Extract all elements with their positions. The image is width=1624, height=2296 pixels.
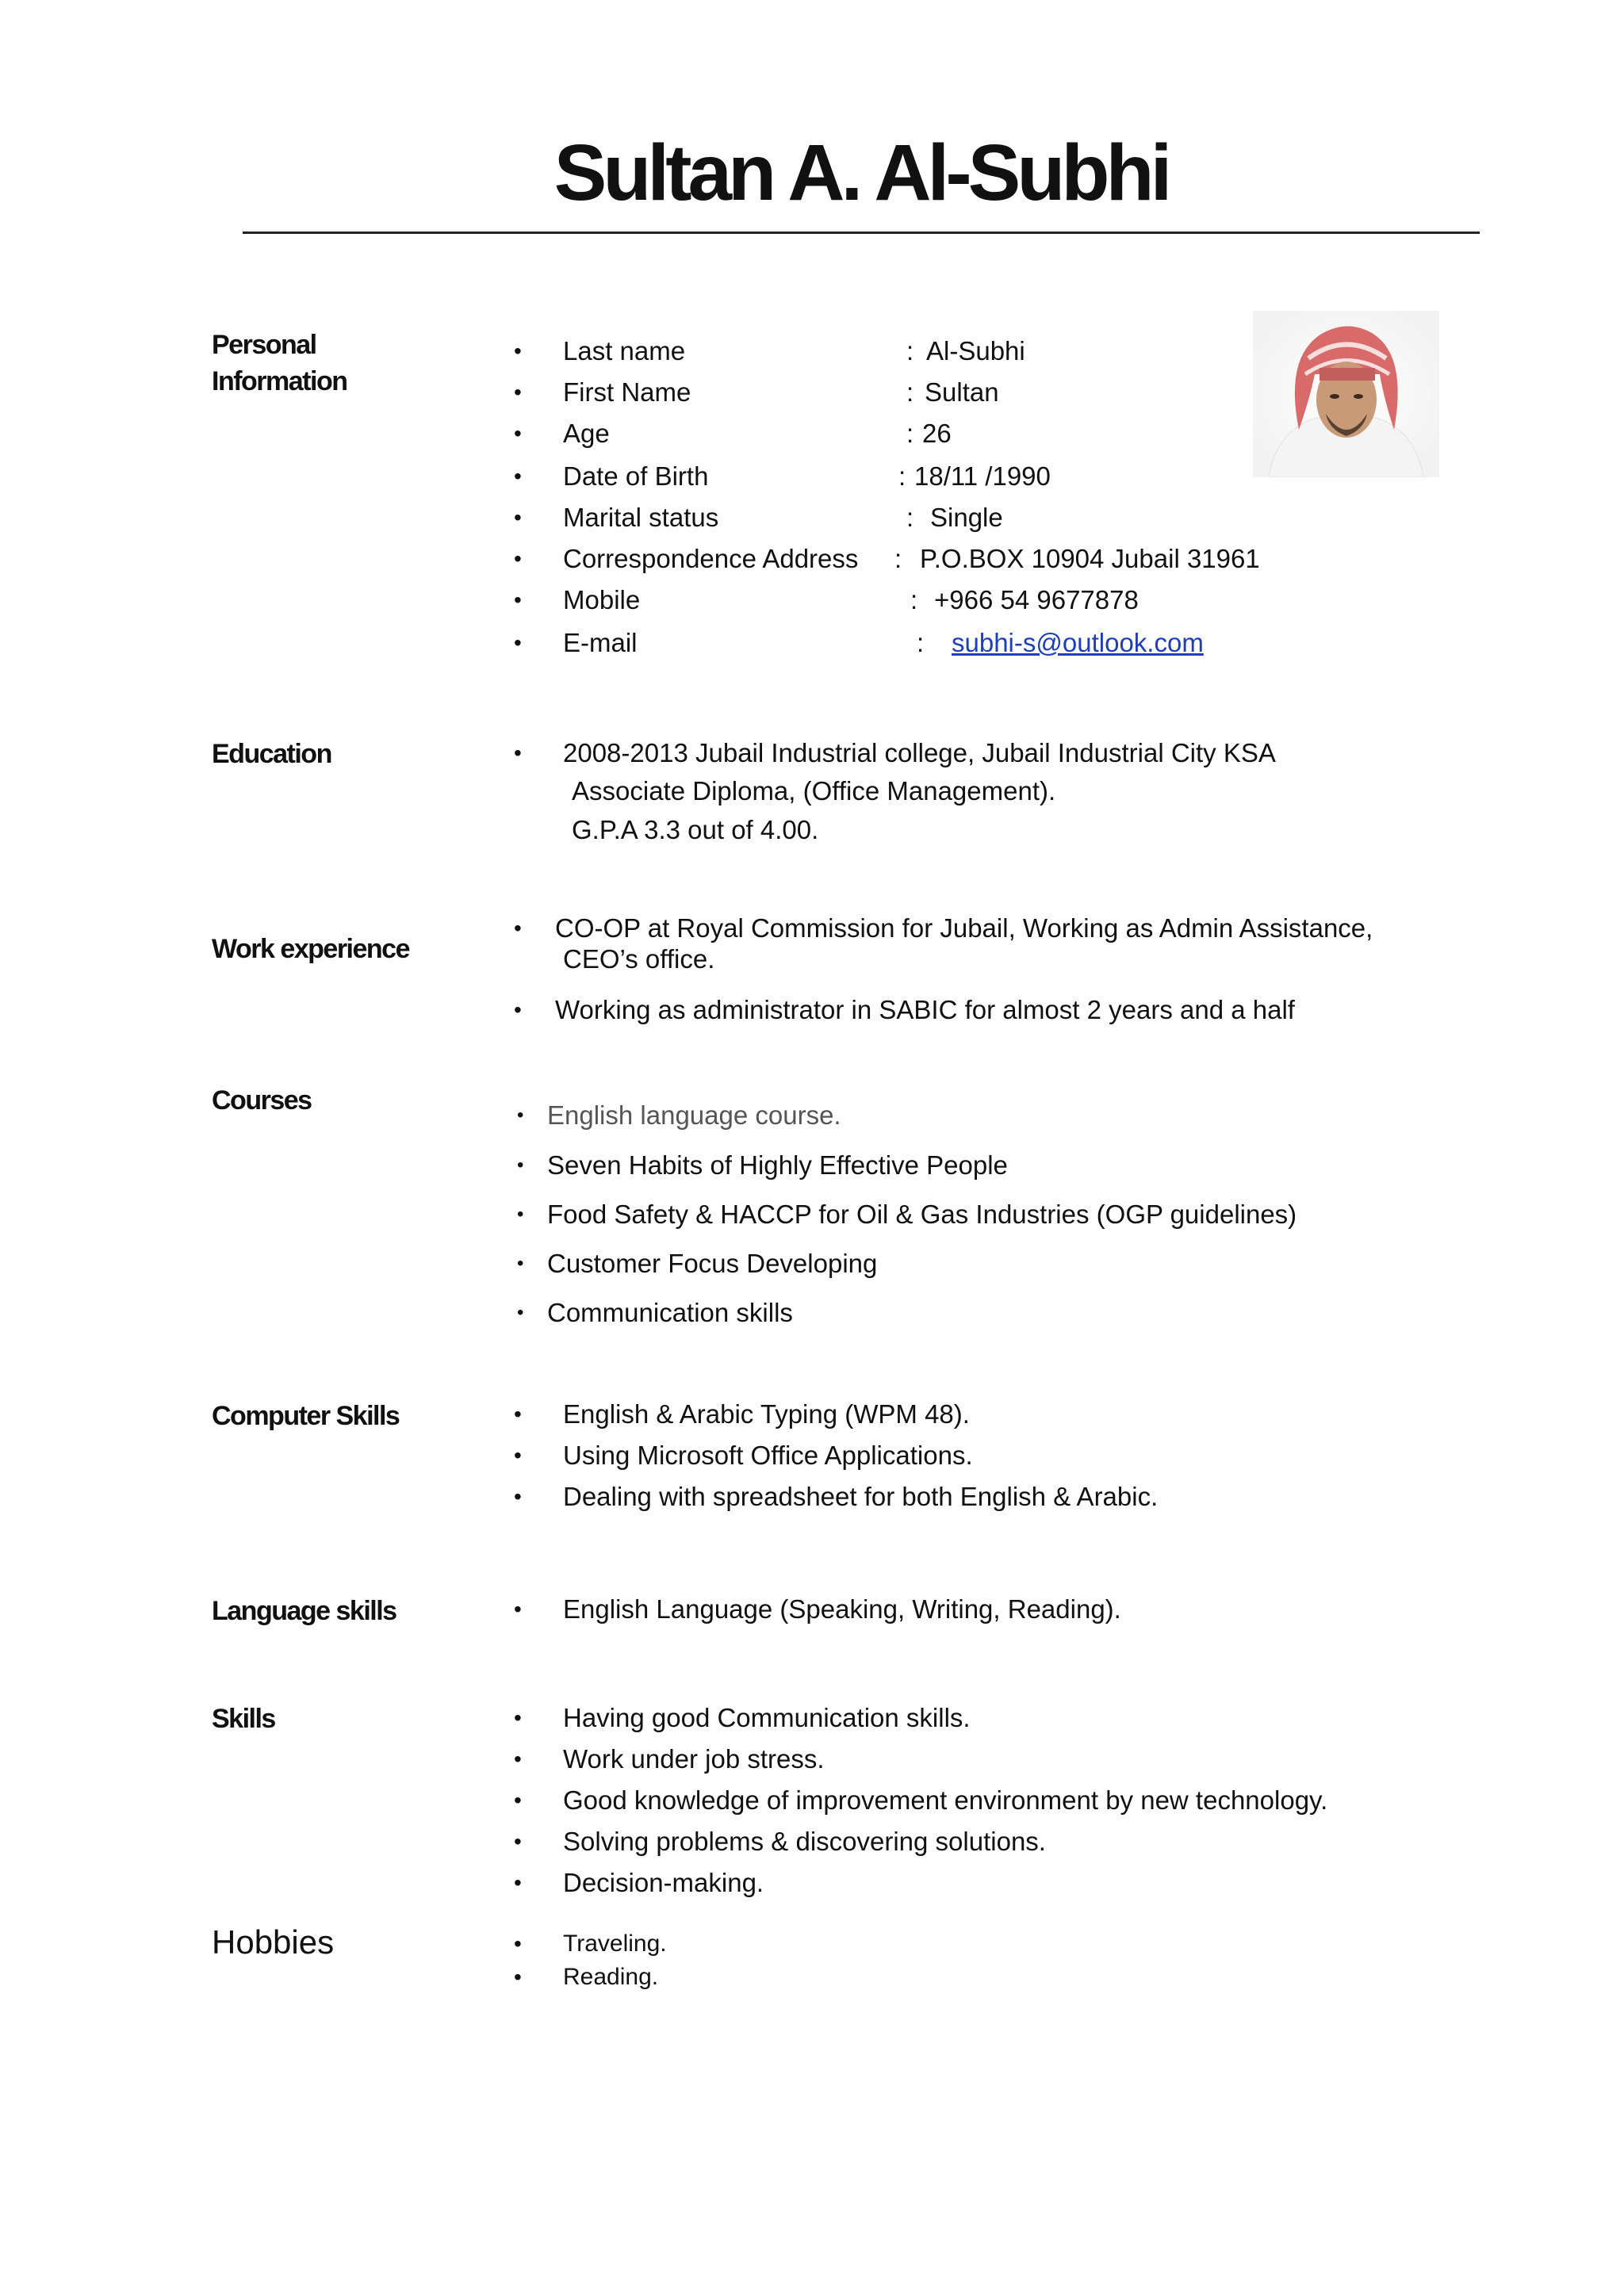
field-value: 26 xyxy=(922,419,952,448)
field-value: Sultan xyxy=(925,377,999,407)
work-item-text: CO-OP at Royal Commission for Jubail, Working as Admin Assistance, xyxy=(555,913,1373,943)
resume-page: Sultan A. Al-Subhi Personal Information • Last name : Al-Subhi • First Name : Sultan • Age : 26 • Date of Birth : 18/11 /1990 • Marital status : Single • Correspondence Address : P.O.BOX 10904 Jubail 31961 • Mobile : +966 54 9677878 • E-mail : subhi-s@outlook.com Education • 2008-2013 Jubail Industrial college, Jubail Industrial City KSA Associate Diploma, (Office Management). G.P.A 3.3 out of 4.00. Work experience • CO-OP at Royal Commission for Jubail, Working as Admin Assistance, CEO’s office. • Working as administrator in SABIC for almost 2 years and a half Courses • English language course. • Seven Habits of Highly Effective People • Food Safety & HACCP for Oil & Gas Industries (OGP guidelines) • Customer Focus Developing • Communication skills Computer Skills • English & Arabic Typing (WPM 48). • Using Microsoft Office Applications. • Dealing with spreadsheet for both English & Arabic. Language skills • English Language (Speaking, Writing, Reading). Skills • Having good Communication skills. • Work under job stress. • Good knowledge of improvement environment by new technology. • Solving problems & discovering solutions. • Decision-making. Hobbies • Traveling. • Reading. xyxy=(0,0,1624,2296)
field-label: E-mail xyxy=(563,628,638,657)
courses-label: Courses xyxy=(212,1085,312,1115)
personal-info-label xyxy=(212,327,347,400)
hobbies-label: Hobbies xyxy=(212,1923,335,1961)
skills-label: Skills xyxy=(212,1704,275,1734)
work-item-continuation: CEO’s office. xyxy=(563,944,715,974)
field-label: First Name xyxy=(563,377,691,407)
profile-photo xyxy=(1253,311,1439,477)
field-label: Marital status xyxy=(563,503,719,532)
education-line: 2008-2013 Jubail Industrial college, Jubail Industrial City KSA xyxy=(563,738,1276,767)
title-divider xyxy=(243,232,1480,234)
education-gpa: G.P.A 3.3 out of 4.00. xyxy=(572,815,819,844)
personal-label-line2: Information xyxy=(212,366,347,396)
education-degree: Associate Diploma, (Office Management). xyxy=(572,776,1056,806)
field-value: +966 54 9677878 xyxy=(934,585,1139,614)
resume-name-title: Sultan A. Al-Subhi xyxy=(553,128,1169,217)
field-value: P.O.BOX 10904 Jubail 31961 xyxy=(920,544,1260,573)
language-skills-label: Language skills xyxy=(212,1596,396,1626)
personal-label-line1: Personal xyxy=(212,330,316,360)
field-label: Last name xyxy=(563,336,686,365)
computer-skills-label: Computer Skills xyxy=(212,1401,400,1431)
field-label: Correspondence Address xyxy=(563,544,859,573)
work-item-text: Working as administrator in SABIC for almost 2 years and a half xyxy=(555,995,1295,1024)
email-link[interactable]: subhi-s@outlook.com xyxy=(952,628,1204,657)
field-value: Single xyxy=(930,503,1003,532)
education-label: Education xyxy=(212,739,331,769)
field-value: Al-Subhi xyxy=(926,336,1025,365)
field-label: Age xyxy=(563,419,610,448)
field-label: Mobile xyxy=(563,585,641,614)
field-value: 18/11 /1990 xyxy=(914,461,1051,491)
field-label: Date of Birth xyxy=(563,461,709,491)
work-experience-label: Work experience xyxy=(212,934,410,964)
